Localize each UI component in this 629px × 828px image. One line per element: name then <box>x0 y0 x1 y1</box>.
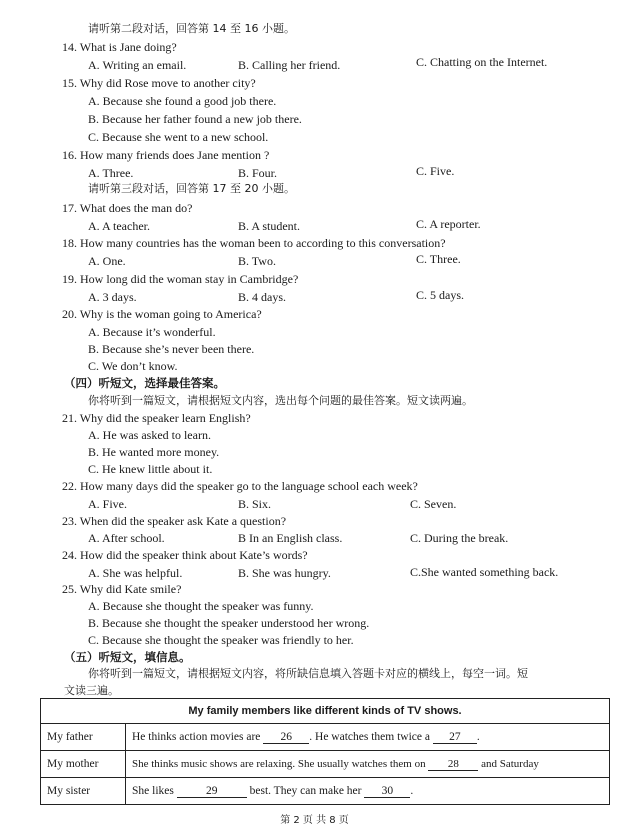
q15-option-a: A. Because she found a good job there. <box>88 94 277 108</box>
part5-instruction-line2: 文读三遍。 <box>64 684 119 697</box>
blank-30[interactable]: 30 <box>364 785 410 798</box>
question-25: 25. Why did Kate smile? <box>62 582 182 596</box>
q24-option-b: B. She was hungry. <box>238 566 331 580</box>
tv-shows-table <box>40 698 610 805</box>
question-16: 16. How many friends does Jane mention ? <box>62 148 270 162</box>
table-row <box>41 778 610 805</box>
q17-option-b: B. A student. <box>238 219 301 233</box>
part5-heading: （五）听短文，填信息。 <box>64 650 191 664</box>
table-row <box>41 724 610 751</box>
q24-option-c: C.She wanted something back. <box>410 565 559 579</box>
q18-option-c: C. Three. <box>416 252 461 266</box>
q25-option-c: C. Because she thought the speaker was friendly to her. <box>88 633 354 647</box>
question-21: 21. Why did the speaker learn English? <box>62 411 251 425</box>
question-19: 19. How long did the woman stay in Cambridge? <box>62 272 299 286</box>
q17-option-c: C. A reporter. <box>416 217 481 231</box>
q19-option-c: C. 5 days. <box>416 288 464 302</box>
q23-option-a: A. After school. <box>88 531 165 545</box>
q14-option-a: A. Writing an email. <box>88 58 187 72</box>
q20-option-b: B. Because she’s never been there. <box>88 342 255 356</box>
question-23: 23. When did the speaker ask Kate a question? <box>62 514 287 528</box>
member-name: My mother <box>41 751 126 778</box>
q18-option-a: A. One. <box>88 254 126 268</box>
q16-option-b: B. Four. <box>238 166 278 180</box>
member-name: My sister <box>41 778 126 805</box>
question-24: 24. How did the speaker think about Kate’s words? <box>62 548 308 562</box>
q20-option-a: A. Because it’s wonderful. <box>88 325 216 339</box>
member-description: She likes 29 best. They can make her 30 . <box>126 778 610 805</box>
page-number: 第 2 页 共 8 页 <box>280 815 349 826</box>
q21-option-c: C. He knew little about it. <box>88 462 213 476</box>
q23-option-b: B In an English class. <box>238 531 343 545</box>
q23-option-c: C. During the break. <box>410 531 509 545</box>
q21-option-b: B. He wanted more money. <box>88 445 220 459</box>
blank-27[interactable]: 27 <box>433 731 477 744</box>
question-18: 18. How many countries has the woman been to according to this conversation? <box>62 236 446 250</box>
part4-heading: （四）听短文，选择最佳答案。 <box>64 376 225 390</box>
member-description: She thinks music shows are relaxing. She usually watches them on 28 and Saturday <box>126 751 610 778</box>
q16-option-a: A. Three. <box>88 166 134 180</box>
q22-option-b: B. Six. <box>238 497 272 511</box>
q25-option-a: A. Because she thought the speaker was funny. <box>88 599 314 613</box>
member-description: He thinks action movies are 26 . He watches them twice a 27 . <box>126 724 610 751</box>
q14-option-b: B. Calling her friend. <box>238 58 341 72</box>
q16-option-c: C. Five. <box>416 164 455 178</box>
q15-option-b: B. Because her father found a new job there. <box>88 112 302 126</box>
dialog2-instruction: 请听第二段对话，回答第 14 至 16 小题。 <box>88 22 295 35</box>
q24-option-a: A. She was helpful. <box>88 566 183 580</box>
q20-option-c: C. We don’t know. <box>88 359 178 373</box>
member-name: My father <box>41 724 126 751</box>
q18-option-b: B. Two. <box>238 254 276 268</box>
q14-option-c: C. Chatting on the Internet. <box>416 55 548 69</box>
blank-26[interactable]: 26 <box>263 731 309 744</box>
table-row <box>41 751 610 778</box>
q25-option-b: B. Because she thought the speaker understood her wrong. <box>88 616 370 630</box>
table-title: My family members like different kinds of TV shows. <box>41 699 610 724</box>
q17-option-a: A. A teacher. <box>88 219 150 233</box>
q21-option-a: A. He was asked to learn. <box>88 428 211 442</box>
q19-option-a: A. 3 days. <box>88 290 137 304</box>
question-22: 22. How many days did the speaker go to the language school each week? <box>62 479 418 493</box>
q22-option-a: A. Five. <box>88 497 127 511</box>
question-17: 17. What does the man do? <box>62 201 193 215</box>
q22-option-c: C. Seven. <box>410 497 457 511</box>
question-20: 20. Why is the woman going to America? <box>62 307 262 321</box>
part4-instruction: 你将听到一篇短文，请根据短文内容，选出每个问题的最佳答案。短文读两遍。 <box>88 394 473 407</box>
dialog3-instruction: 请听第三段对话，回答第 17 至 20 小题。 <box>88 182 295 195</box>
part5-instruction-line1: 你将听到一篇短文，请根据短文内容，将所缺信息填入答题卡对应的横线上，每空一词。短 <box>88 667 528 680</box>
question-15: 15. Why did Rose move to another city? <box>62 76 256 90</box>
q19-option-b: B. 4 days. <box>238 290 286 304</box>
q15-option-c: C. Because she went to a new school. <box>88 130 269 144</box>
blank-28[interactable]: 28 <box>428 758 478 771</box>
blank-29[interactable]: 29 <box>177 785 247 798</box>
question-14: 14. What is Jane doing? <box>62 40 177 54</box>
